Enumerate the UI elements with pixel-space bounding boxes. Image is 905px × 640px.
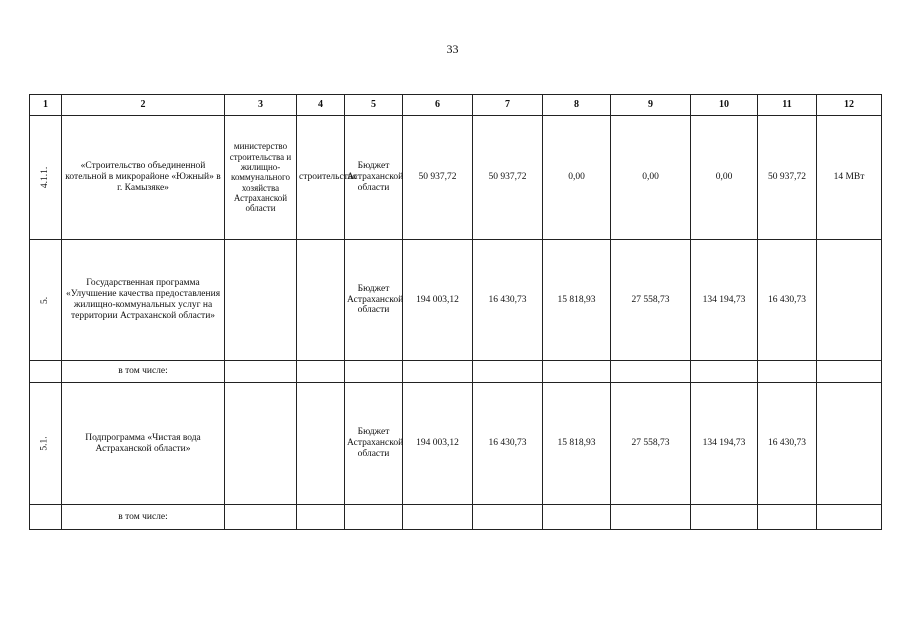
empty-cell xyxy=(473,505,543,530)
empty-cell xyxy=(403,361,473,383)
header-cell: 6 xyxy=(403,95,473,116)
header-cell: 10 xyxy=(691,95,758,116)
measure-name: «Строительство объединенной котельной в микрорайоне «Южный» в г. Камызяке» xyxy=(62,116,225,240)
value-col11: 16 430,73 xyxy=(758,383,817,505)
empty-cell xyxy=(297,505,345,530)
value-col9: 27 558,73 xyxy=(611,240,691,361)
table-row xyxy=(30,505,882,530)
value-col12 xyxy=(817,240,882,361)
value-col10: 134 194,73 xyxy=(691,383,758,505)
header-cell: 5 xyxy=(345,95,403,116)
header-cell: 12 xyxy=(817,95,882,116)
work-type xyxy=(297,383,345,505)
empty-cell xyxy=(297,361,345,383)
empty-cell xyxy=(225,361,297,383)
empty-cell xyxy=(473,361,543,383)
value-col12 xyxy=(817,383,882,505)
row-number-cell xyxy=(30,116,62,240)
value-col11: 50 937,72 xyxy=(758,116,817,240)
row-number: 5.1. xyxy=(40,436,51,451)
table-row xyxy=(30,383,882,505)
value-col9: 27 558,73 xyxy=(611,383,691,505)
value-col10: 134 194,73 xyxy=(691,240,758,361)
value-col11: 16 430,73 xyxy=(758,240,817,361)
table-row xyxy=(30,116,882,240)
empty-cell xyxy=(758,505,817,530)
row-number-cell xyxy=(30,505,62,530)
row-number: 5. xyxy=(40,296,51,304)
empty-cell xyxy=(691,361,758,383)
header-cell: 4 xyxy=(297,95,345,116)
empty-cell xyxy=(611,361,691,383)
program-table xyxy=(29,94,882,530)
including-note: в том числе: xyxy=(62,505,225,530)
executor xyxy=(225,240,297,361)
value-col7: 50 937,72 xyxy=(473,116,543,240)
empty-cell xyxy=(345,361,403,383)
value-col6: 50 937,72 xyxy=(403,116,473,240)
table-row xyxy=(30,240,882,361)
header-row xyxy=(30,95,882,116)
value-col9: 0,00 xyxy=(611,116,691,240)
row-number-cell xyxy=(30,240,62,361)
row-number-cell xyxy=(30,383,62,505)
empty-cell xyxy=(403,505,473,530)
row-number: 4.1.1. xyxy=(40,166,51,189)
empty-cell xyxy=(817,361,882,383)
header-cell: 7 xyxy=(473,95,543,116)
table-row xyxy=(30,361,882,383)
value-col8: 15 818,93 xyxy=(543,383,611,505)
empty-cell xyxy=(543,505,611,530)
value-col12: 14 МВт xyxy=(817,116,882,240)
value-col8: 0,00 xyxy=(543,116,611,240)
empty-cell xyxy=(225,505,297,530)
page-number: 33 xyxy=(446,42,459,56)
including-note: в том числе: xyxy=(62,361,225,383)
empty-cell xyxy=(611,505,691,530)
empty-cell xyxy=(691,505,758,530)
funding-source: Бюджет Астраханской области xyxy=(345,383,403,505)
value-col10: 0,00 xyxy=(691,116,758,240)
empty-cell xyxy=(817,505,882,530)
funding-source: Бюджет Астраханской области xyxy=(345,116,403,240)
row-number-cell xyxy=(30,361,62,383)
measure-name: Подпрограмма «Чистая вода Астраханской области» xyxy=(62,383,225,505)
header-cell: 11 xyxy=(758,95,817,116)
funding-source: Бюджет Астраханской области xyxy=(345,240,403,361)
header-cell: 9 xyxy=(611,95,691,116)
value-col7: 16 430,73 xyxy=(473,383,543,505)
header-cell: 1 xyxy=(30,95,62,116)
empty-cell xyxy=(543,361,611,383)
value-col6: 194 003,12 xyxy=(403,240,473,361)
value-col8: 15 818,93 xyxy=(543,240,611,361)
empty-cell xyxy=(758,361,817,383)
measure-name: Государственная программа «Улучшение качества предоставления жилищно-коммунальных услуг на территории Астраханской области» xyxy=(62,240,225,361)
header-cell: 8 xyxy=(543,95,611,116)
executor: министерство строительства и жилищно-коммунального хозяйства Астраханской области xyxy=(225,116,297,240)
value-col7: 16 430,73 xyxy=(473,240,543,361)
header-cell: 3 xyxy=(225,95,297,116)
work-type: строительство xyxy=(297,116,345,240)
executor xyxy=(225,383,297,505)
value-col6: 194 003,12 xyxy=(403,383,473,505)
work-type xyxy=(297,240,345,361)
empty-cell xyxy=(345,505,403,530)
header-cell: 2 xyxy=(62,95,225,116)
